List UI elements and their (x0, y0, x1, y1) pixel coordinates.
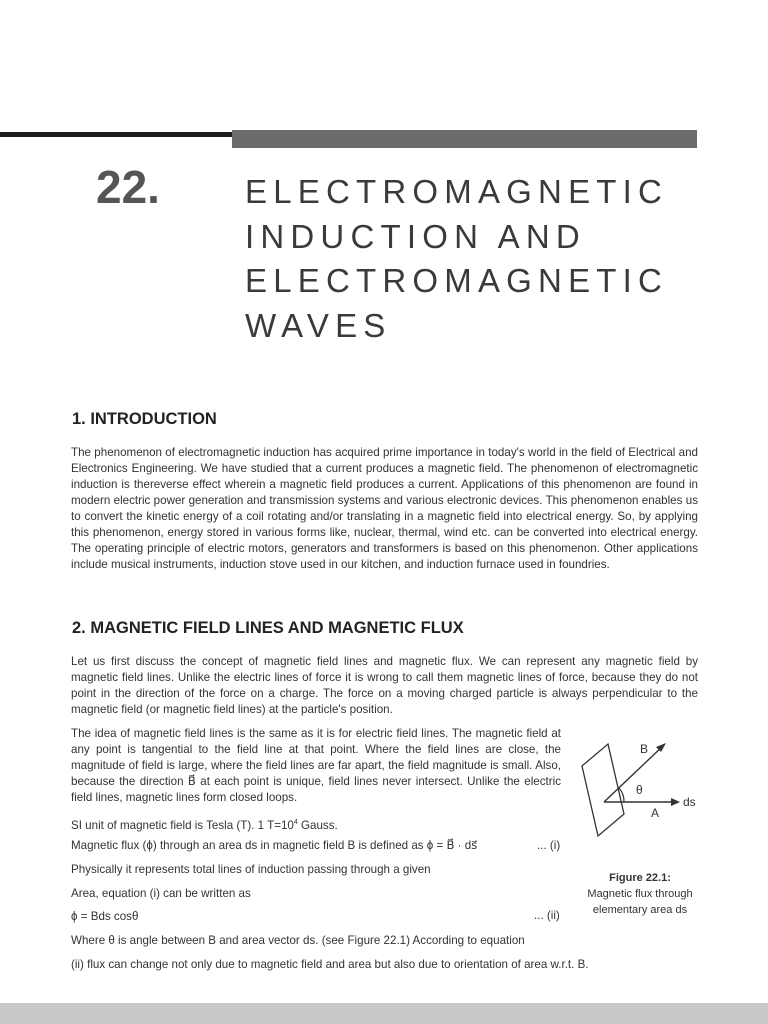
section-heading-magnetic-flux: 2. MAGNETIC FIELD LINES AND MAGNETIC FLUX (72, 619, 464, 637)
chapter-number: 22. (96, 161, 160, 213)
footer-band (0, 1003, 768, 1024)
chapter-title-line: ELECTROMAGNETIC (245, 173, 669, 210)
si-unit-suffix: Gauss. (297, 818, 338, 832)
field-vector-b (604, 745, 664, 802)
chapter-title-line: INDUCTION AND (245, 217, 586, 255)
figure-22-1-diagram (572, 738, 702, 848)
label-a: A (651, 806, 660, 820)
figure-caption (570, 870, 710, 918)
label-ds: ds (683, 795, 696, 809)
field-lines-idea-paragraph: The idea of magnetic field lines is the same as it is for electric field lines. The magnetic field at any point is tangential to the field line at that point. Where the field lines are close, the magnitude of field is large, where the field lines are far apart, the field magnitude is small. Also, because the direction B⃗ at each point is unique, field lines never intersect. Unlike the electric field lines, magnetic lines form closed loops. (71, 727, 561, 804)
figure-caption-line: elementary area ds (592, 904, 688, 916)
header-rule-gray (232, 130, 697, 148)
flux-definition-line: Magnetic flux (ϕ) through an area ds in magnetic field B is defined as ϕ = B⃗ · ds⃗ (71, 839, 478, 852)
introduction-paragraph: The phenomenon of electromagnetic induction has acquired prime importance in today's world in the field of Electrical and Electronics Engineering. We have studied that a current produces a magnetic field. The phenomenon of electromagnetic induction is thereverse effect wherein a magnetic field produces a current. Applications of this phenomenon are found in modern electric power generation and transmission systems and various electronic devices. This phenomenon enables us to convert the kinetic energy of a coil rotating and/or translating in a magnetic field into electrical energy. So, by applying this phenomenon, energy stored in various forms like, nuclear, thermal, wind etc. can be converted into electrical energy. The operating principle of electric motors, generators and transformers is based on this phenomenon. Other applications include musical instruments, induction stove used in our kitchen, and induction furnace used in foundries. (71, 446, 698, 571)
equation-number-ii: ... (ii) (534, 909, 560, 922)
chapter-title-line: WAVES (245, 306, 392, 344)
label-b: B (640, 742, 649, 756)
chapter-title-line: ELECTROMAGNETIC (245, 262, 669, 299)
si-unit-line (71, 815, 338, 834)
physically-line: Physically it represents total lines of induction passing through a given (71, 863, 431, 876)
flux-change-line: (ii) flux can change not only due to magnetic field and area but also due to orientation of area w.r.t. B. (71, 958, 589, 971)
equation-ii: ϕ = Bds cosθ (71, 910, 139, 923)
field-lines-paragraph: Let us first discuss the concept of magnetic field lines and magnetic flux. We can represent any magnetic field by magnetic field lines. Unlike the electric lines of force it is wrong to call them magnetic lines of force, because they do not point in the direction of the force on a charge. The force on a moving charged particle is always perpendicular to the magnetic field (or magnetic field lines) at the particle's position. (71, 655, 698, 716)
section-heading-introduction: 1. INTRODUCTION (72, 410, 217, 428)
figure-caption-line: Magnetic flux through (587, 888, 693, 900)
area-element-plane (582, 744, 624, 836)
label-theta: θ (636, 783, 643, 797)
figure-caption-label: Figure 22.1: (609, 872, 671, 884)
chapter-title (245, 170, 715, 348)
si-unit-text: SI unit of magnetic field is Tesla (T). 1 T=10 (71, 818, 294, 832)
si-unit-exponent: 4 (293, 819, 298, 826)
arrowhead-ds (671, 798, 680, 806)
equation-number-i: ... (i) (537, 839, 561, 852)
where-theta-line: Where θ is angle between B and area vector ds. (see Figure 22.1) According to equation (71, 934, 525, 947)
header-rule-black (0, 132, 232, 137)
area-equation-line: Area, equation (i) can be written as (71, 887, 251, 900)
